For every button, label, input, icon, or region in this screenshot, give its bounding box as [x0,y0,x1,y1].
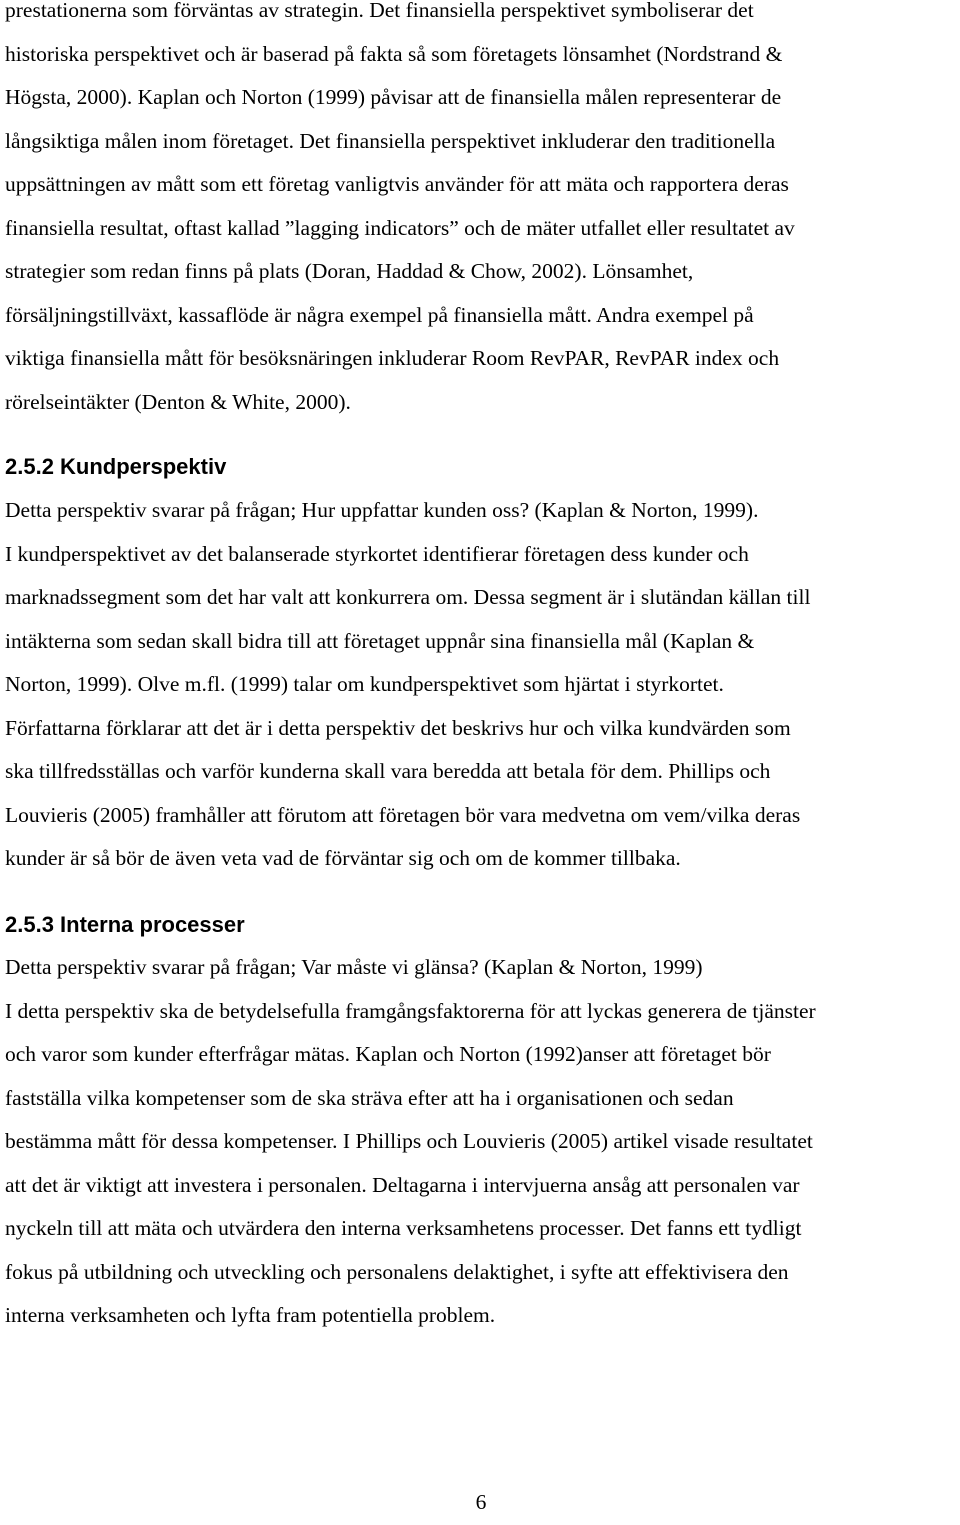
text-line: fastställa vilka kompetenser som de ska sträva efter att ha i organisationen och sedan [5,1085,734,1110]
text-line: kunder är så bör de även veta vad de förväntar sig och om de kommer tillbaka. [5,846,681,870]
text-line: historiska perspektivet och är baserad på fakta så som företagets lönsamhet (Nordstrand & [5,41,783,66]
text-line: intäkterna som sedan skall bidra till att företaget uppnår sina finansiella mål (Kaplan & [5,628,755,653]
text-line: marknadssegment som det har valt att konkurrera om. Dessa segment är i slutändan källan till [5,585,811,609]
text-line: Detta perspektiv svarar på frågan; Hur uppfattar kunden oss? (Kaplan & Norton, 1999). [5,498,759,522]
text-line: uppsättningen av mått som ett företag vanligtvis använder för att mäta och rapportera deras [5,172,789,196]
text-line: I kundperspektivet av det balanserade styrkortet identifierar företagen dess kunder och [5,541,749,566]
text-line: Detta perspektiv svarar på frågan; Var måste vi glänsa? (Kaplan & Norton, 1999) [5,955,703,979]
text-line: Högsta, 2000). Kaplan och Norton (1999) påvisar att de finansiella målen representerar de [5,85,782,109]
text-line: långsiktiga målen inom företaget. Det finansiella perspektivet inkluderar den traditionella [5,128,776,153]
document-page [5,0,957,1515]
text-line: rörelseintäkter (Denton & White, 2000). [5,389,351,414]
heading-kundperspektiv: 2.5.2 Kundperspektiv [5,454,227,479]
text-line: strategier som redan finns på plats (Doran, Haddad & Chow, 2002). Lönsamhet, [5,259,694,283]
paragraph-interna-processer [5,946,816,1338]
text-line: nyckeln till att mäta och utvärdera den interna verksamhetens processer. Det fanns ett tydligt [5,1216,802,1240]
text-line: försäljningstillväxt, kassaflöde är några exempel på finansiella mått. Andra exempel på [5,302,754,327]
text-line: ska tillfredsställas och varför kunderna skall vara beredda att betala för dem. Phillips och [5,759,771,783]
paragraph-financial-perspective [5,0,795,424]
paragraph-kundperspektiv [5,489,810,881]
text-line: prestationerna som förväntas av strategin. Det finansiella perspektivet symboliserar det [5,0,754,22]
text-line: interna verksamheten och lyfta fram potentiella problem. [5,1303,496,1327]
text-line: och varor som kunder efterfrågar mätas. Kaplan och Norton (1992)anser att företaget bör [5,1042,771,1066]
text-line: att det är viktigt att investera i personalen. Deltagarna i intervjuerna ansåg att personalen var [5,1172,800,1197]
text-line: bestämma mått för dessa kompetenser. I Phillips och Louvieris (2005) artikel visade resultatet [5,1129,813,1153]
text-line: Louvieris (2005) framhåller att förutom att företagen bör vara medvetna om vem/vilka deras [5,802,801,827]
text-line: I detta perspektiv ska de betydelsefulla framgångsfaktorerna för att lyckas generera de tjänster [5,998,816,1023]
page-number: 6 [475,1490,487,1514]
text-line: finansiella resultat, oftast kallad ”lagging indicators” och de mäter utfallet eller resultatet av [5,215,795,240]
text-line: Författarna förklarar att det är i detta perspektiv det beskrivs hur och vilka kundvärden som [5,715,791,740]
heading-interna-processer: 2.5.3 Interna processer [5,912,245,937]
text-line: fokus på utbildning och utveckling och personalens delaktighet, i syfte att effektivisera den [5,1259,789,1284]
text-line: Norton, 1999). Olve m.fl. (1999) talar om kundperspektivet som hjärtat i styrkortet. [5,672,724,696]
text-line: viktiga finansiella mått för besöksnäringen inkluderar Room RevPAR, RevPAR index och [5,346,780,370]
